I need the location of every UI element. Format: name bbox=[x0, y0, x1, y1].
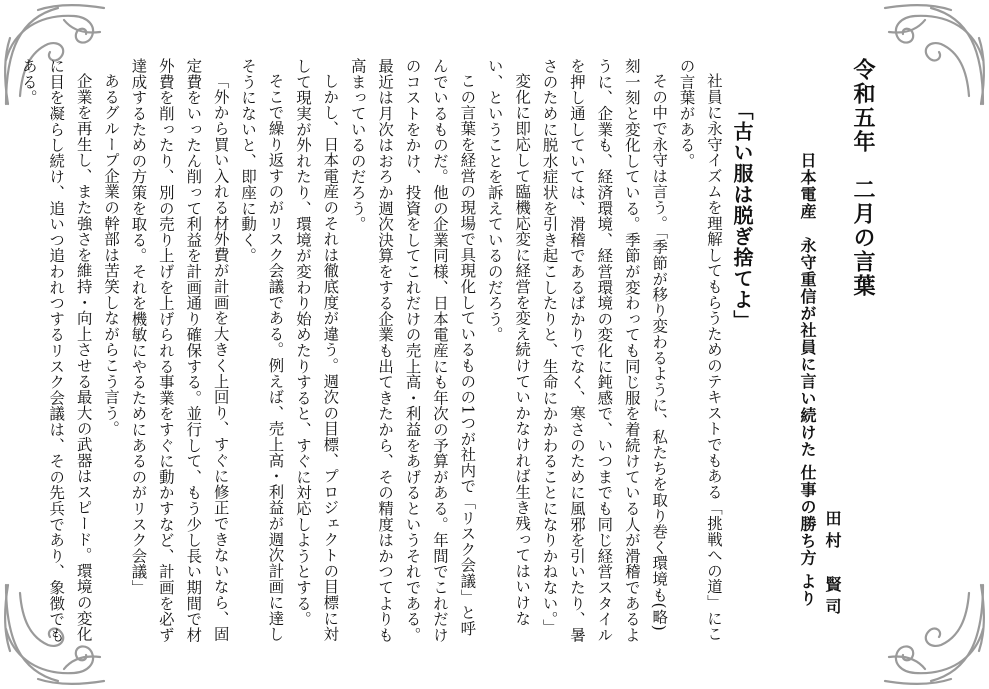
essay-paragraph: 企業を再生し、また強さを維持・向上させる最大の武器はスピード。環境の変化に目を凝らし続け、追いつ追われつするリスク会議は、その先兵であり、象徴でもある。 bbox=[19, 58, 93, 643]
essay-body bbox=[19, 58, 727, 644]
corner-ornament-bottom-right bbox=[879, 579, 989, 689]
essay-paragraph: この言葉を経営の現場で具現化しているものの1つが社内で「リスク会議」と呼んでいるものだ。他の企業同様、日本電産にも年次の予算がある。年間でこれだけのコストをかけ、投資をしてこれだけの売上高・利益をあげるというそれである。最近は月次はおろか週次決算をする企業も出てきたから、その精度はかつてよりも高まっているのだろう。 bbox=[348, 58, 477, 643]
essay-title: 「古い服は脱ぎ捨てよ」 bbox=[730, 100, 754, 331]
source-citation: 日本電産 永守重信が社員に言い続けた 仕事の勝ち方 より bbox=[798, 152, 817, 608]
essay-paragraph: しかし、日本電産のそれは徹底度が違う。週次の目標、プロジェクトの目標に対して現実が外れたり、環境が変わり始めたりすると、すぐに対応しようとする。 bbox=[293, 58, 340, 643]
essay-paragraph: あるグループ企業の幹部は苦笑しながらこう言う。 bbox=[102, 73, 121, 437]
author-name: 田村 賢司 bbox=[823, 510, 842, 620]
essay-paragraph: 変化に即応して臨機応変に経営を変え続けていかなければ生き残ってはいけない、ということを訴えているのだろう。 bbox=[485, 58, 532, 627]
corner-ornament-top-right bbox=[879, 0, 989, 110]
page-title: 令和五年 二月の言葉 bbox=[850, 58, 876, 298]
essay-paragraph: その中で永守は言う。「季節が移り変わるように、私たちを取り巻く環境も(略)刻一刻と変化している。季節が変わっても同じ服を着続けている人が滑稽であるように、企業も、経済環境、経営環境の変化に鈍感で、いつまでも同じ経営スタイルを押し通していては、滑稽であるばかりでなく、寒さのために風邪を引いたり、暑さのために脱水症状を引き起こしたりと、生命にかかわることになりかねない。」 bbox=[540, 58, 669, 643]
essay-paragraph: 社員に永守イズムを理解してもらうためのテキストでもある「挑戦への道」にこの言葉がある。 bbox=[677, 58, 723, 643]
essay-paragraph: そこで繰り返すのがリスク会議である。例えば、売上高・利益が週次計画に達しそうにないと、即座に動く。 bbox=[239, 58, 285, 643]
essay-paragraph: 「外から買い入れる材外費が計画を大きく上回り、すぐに修正できないなら、固定費をいったん削って利益を計画通り確保する。並行して、もう少し長い期間で材外費を削ったり、別の売り上げを上げられる事業をすぐに動かすなど、計画を必ず達成するための方策を取る。それを機敏にやるためにあるのがリスク会議」 bbox=[129, 58, 230, 643]
